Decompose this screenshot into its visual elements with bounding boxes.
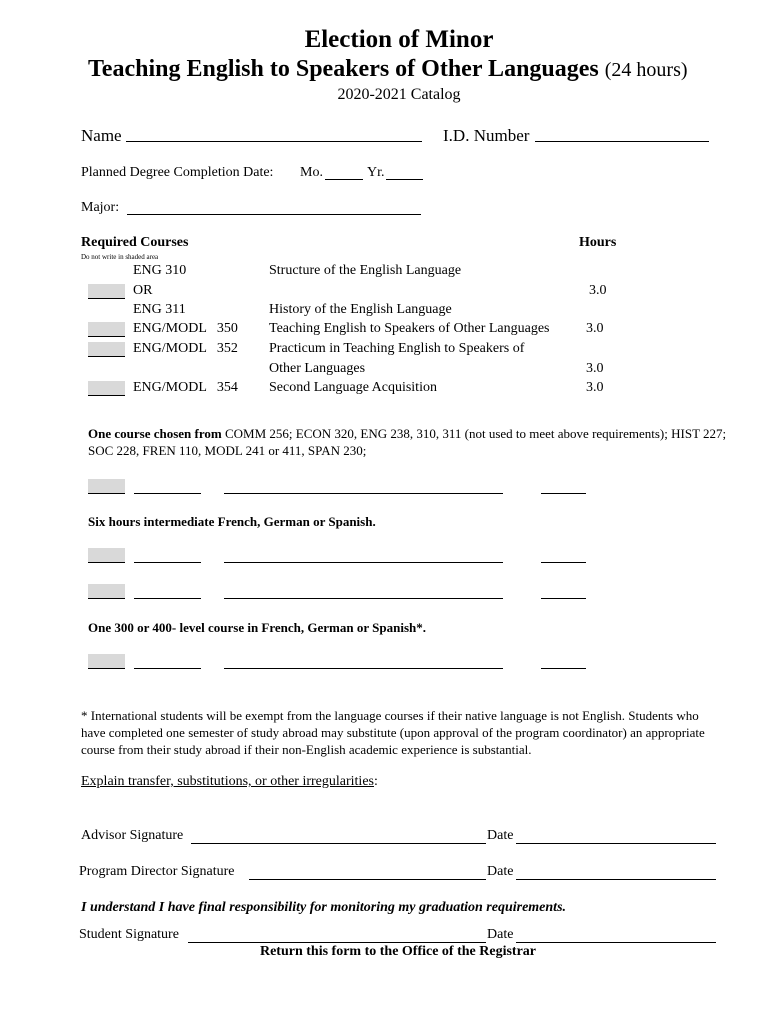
course-code: ENG/MODL 354	[133, 380, 238, 395]
shaded-area-note: Do not write in shaded area	[81, 253, 159, 261]
course-title-field[interactable]	[224, 562, 503, 563]
explain-colon: :	[373, 774, 378, 789]
course-title: History of the English Language	[269, 302, 452, 317]
footnote: * International students will be exempt from the language courses if their native language is not English. Students who have completed one semester of study abroad may substitute (upon approval of the program coordinator) an appropriate course from their study abroad if their non-English academic experience is substantial.	[81, 708, 705, 757]
explain-irregularities-label	[81, 774, 378, 790]
catalog-year: 2020-2021 Catalog	[337, 86, 461, 103]
course-hours-field[interactable]	[541, 562, 586, 563]
elective-course-list: COMM 256; ECON 320, ENG 238, 310, 311 (not used to meet above requirements); HIST 227; SOC 228, FREN 110, MODL 241 or 411, SPAN 230;	[88, 426, 727, 458]
shaded-grade-box	[88, 479, 125, 494]
course-code: ENG 310	[133, 263, 187, 278]
return-instructions: Return this form to the Office of the Registrar	[259, 944, 537, 959]
advisor-signature-label: Advisor Signature	[81, 828, 184, 843]
advisor-date-field[interactable]	[516, 843, 716, 844]
course-number-field[interactable]	[134, 493, 201, 494]
student-date-label: Date	[487, 927, 514, 942]
shaded-grade-box	[88, 584, 125, 599]
shaded-grade-box	[88, 342, 125, 357]
major-field[interactable]	[127, 214, 421, 215]
course-hours: 3.0	[586, 361, 604, 376]
planned-completion-label: Planned Degree Completion Date:	[81, 165, 274, 180]
month-label: Mo.	[300, 165, 323, 180]
year-label: Yr.	[367, 165, 385, 180]
course-hours-field[interactable]	[541, 668, 586, 669]
elective-instructions	[88, 425, 728, 459]
month-field[interactable]	[325, 179, 363, 180]
responsibility-statement: I understand I have final responsibility for monitoring my graduation requirements.	[81, 900, 567, 915]
course-title-field[interactable]	[224, 598, 503, 599]
advisor-signature-field[interactable]	[191, 843, 486, 844]
course-hours-field[interactable]	[541, 598, 586, 599]
six-hours-heading: Six hours intermediate French, German or Spanish.	[88, 514, 376, 529]
course-hours-field[interactable]	[541, 493, 586, 494]
course-code: ENG 311	[133, 302, 186, 317]
director-date-field[interactable]	[516, 879, 716, 880]
director-signature-field[interactable]	[249, 879, 486, 880]
course-hours: 3.0	[586, 380, 604, 395]
course-number-field[interactable]	[134, 598, 201, 599]
major-label: Major:	[81, 200, 120, 215]
student-signature-label: Student Signature	[79, 927, 179, 942]
course-title: Other Languages	[269, 361, 366, 376]
page-subtitle	[88, 56, 688, 83]
elective-lead: One course chosen from	[88, 426, 222, 441]
course-title: Second Language Acquisition	[269, 380, 437, 395]
page-title: Election of Minor	[304, 26, 494, 53]
advisor-date-label: Date	[487, 828, 514, 843]
explain-text: Explain transfer, substitutions, or other irregularities	[81, 774, 374, 789]
shaded-grade-box	[88, 654, 125, 669]
shaded-grade-box	[88, 284, 125, 299]
hours-heading: Hours	[579, 235, 617, 250]
subtitle-text: Teaching English to Speakers of Other Languages	[88, 56, 599, 82]
director-signature-label: Program Director Signature	[79, 864, 235, 879]
id-number-field[interactable]	[535, 141, 709, 142]
course-title-field[interactable]	[224, 493, 503, 494]
director-date-label: Date	[487, 864, 514, 879]
year-field[interactable]	[386, 179, 423, 180]
subtitle-hours: (24 hours)	[604, 59, 688, 81]
shaded-grade-box	[88, 322, 125, 337]
upper-level-heading: One 300 or 400- level course in French, German or Spanish*.	[88, 620, 426, 635]
name-label: Name	[81, 126, 122, 145]
student-signature-field[interactable]	[188, 942, 486, 943]
course-hours: 3.0	[586, 321, 604, 336]
course-title-field[interactable]	[224, 668, 503, 669]
required-courses-heading: Required Courses	[81, 235, 189, 250]
course-code: ENG/MODL 352	[133, 341, 238, 356]
course-code: ENG/MODL 350	[133, 321, 238, 336]
course-code: OR	[133, 283, 153, 298]
course-hours: 3.0	[589, 283, 607, 298]
course-number-field[interactable]	[134, 562, 201, 563]
student-date-field[interactable]	[516, 942, 716, 943]
course-title: Practicum in Teaching English to Speakers of	[269, 341, 525, 356]
course-title: Teaching English to Speakers of Other Languages	[269, 321, 550, 336]
shaded-grade-box	[88, 548, 125, 563]
course-number-field[interactable]	[134, 668, 201, 669]
shaded-grade-box	[88, 381, 125, 396]
course-title: Structure of the English Language	[269, 263, 462, 278]
id-label: I.D. Number	[443, 126, 530, 145]
name-field[interactable]	[126, 141, 422, 142]
